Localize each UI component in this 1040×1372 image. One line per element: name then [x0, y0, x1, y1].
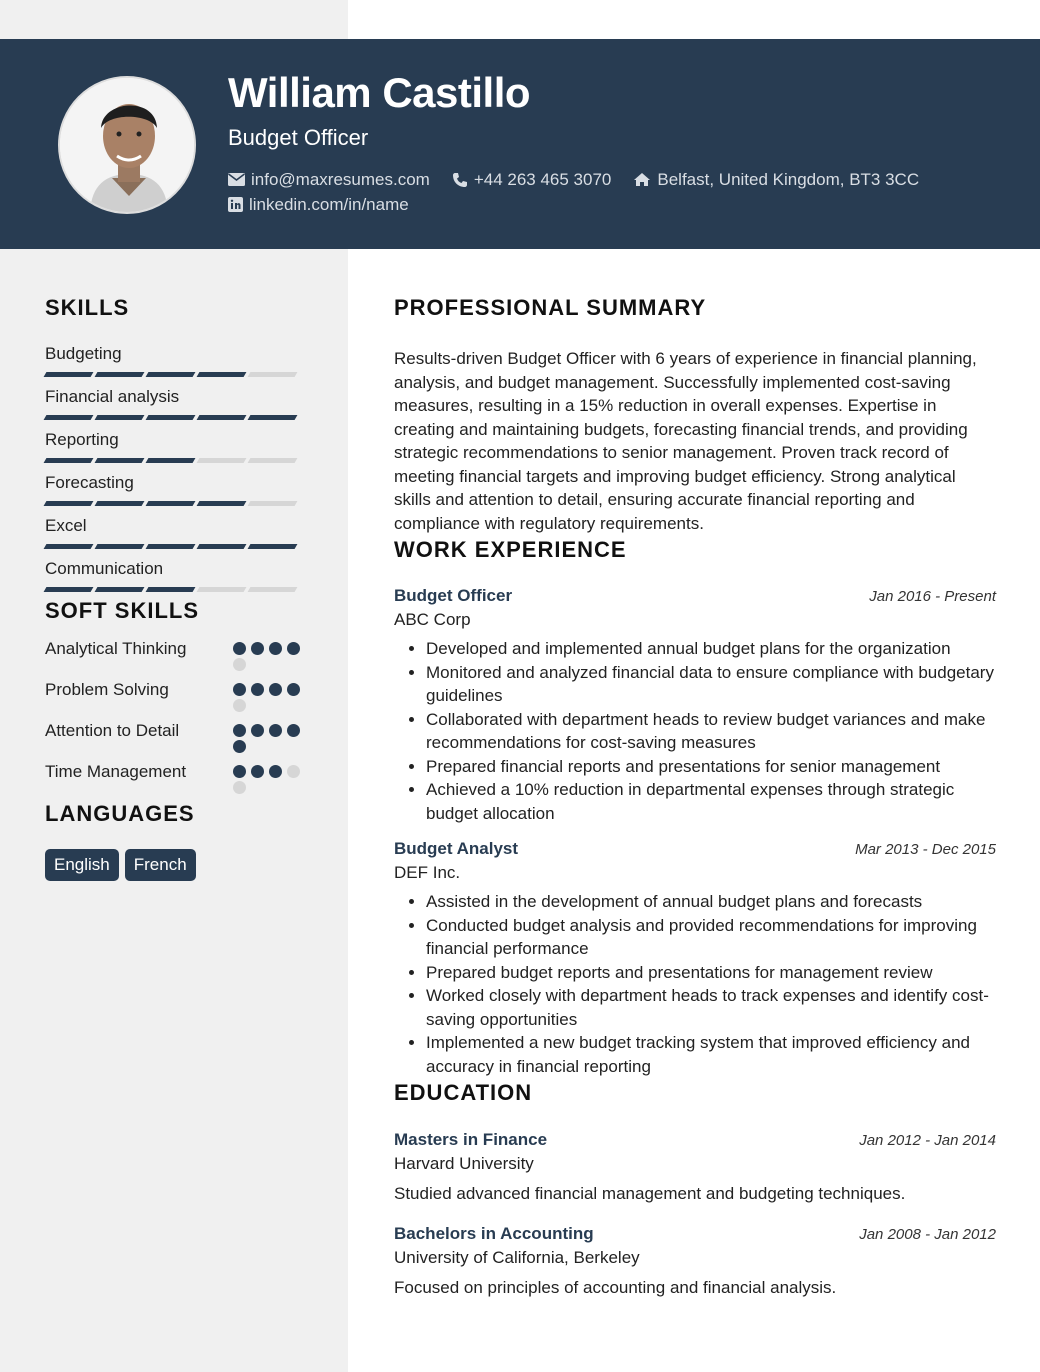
- experience-list: [394, 586, 996, 1078]
- skill-item: [45, 424, 305, 463]
- education-dates: Jan 2008 - Jan 2012: [859, 1226, 996, 1243]
- candidate-role: Budget Officer: [228, 125, 369, 150]
- envelope-icon: [228, 173, 245, 186]
- job-bullet: • Collaborated with department heads to review budget variances and make recommendations for cost-saving measures: [426, 708, 996, 755]
- skill-level-segment: [146, 544, 196, 549]
- candidate-name: William Castillo: [228, 69, 531, 116]
- skill-item: [45, 381, 305, 420]
- skill-level-bar: [45, 458, 305, 463]
- profile-photo: [58, 76, 196, 214]
- job-header: [394, 839, 996, 859]
- skill-level-bar: [45, 415, 305, 420]
- soft-skill-rating: [233, 760, 305, 794]
- skill-name: Budgeting: [45, 344, 122, 363]
- phone-icon: [452, 172, 468, 188]
- rating-dot: [233, 724, 246, 737]
- contact-linkedin[interactable]: [228, 195, 409, 215]
- summary-text: Results-driven Budget Officer with 6 years of experience in financial planning, analysis, and budget management. Successfully implemented cost-saving measures, resulting in a 15% reduction in overall expenses. Expertise in creating and maintaining budgets, forecasting financial trends, and providing strategic recommendations to senior management. Proven track record of meeting financial targets and improving budget efficiency. Strong analytical skills and attention to detail, ensuring accurate financial reporting and compliance with regulatory requirements.: [394, 349, 977, 533]
- soft-skill-item: [45, 760, 305, 794]
- skill-level-segment: [44, 372, 94, 377]
- soft-skill-name: Attention to Detail: [45, 721, 180, 740]
- skill-level-segment: [44, 415, 94, 420]
- education-title: EDUCATION: [394, 1080, 533, 1105]
- rating-dot: [251, 642, 264, 655]
- job-dates: Mar 2013 - Dec 2015: [855, 841, 996, 858]
- email-text: info@maxresumes.com: [251, 169, 430, 189]
- education-list: [394, 1130, 996, 1298]
- skill-level-segment: [197, 544, 247, 549]
- avatar-icon: [60, 78, 196, 214]
- job-bullet: • Achieved a 10% reduction in departmental expenses through strategic budget allocation: [426, 778, 996, 825]
- rating-dot: [233, 765, 246, 778]
- job-bullet: • Worked closely with department heads to track expenses and identify cost-saving opportunities: [426, 984, 996, 1031]
- languages-title: LANGUAGES: [45, 801, 195, 826]
- soft-skill-name: Analytical Thinking: [45, 639, 187, 658]
- education-entry: [394, 1224, 996, 1298]
- soft-skills-list: [45, 637, 305, 794]
- rating-dot: [251, 765, 264, 778]
- skill-name: Communication: [45, 559, 164, 578]
- skill-level-segment: [248, 587, 298, 592]
- rating-dot: [251, 724, 264, 737]
- job-title: Budget Analyst: [394, 839, 519, 858]
- job-bullet: • Prepared budget reports and presentations for management review: [426, 961, 996, 985]
- experience-title: WORK EXPERIENCE: [394, 537, 627, 562]
- skill-level-segment: [95, 415, 145, 420]
- job-header: [394, 586, 996, 606]
- address-text: Belfast, United Kingdom, BT3 3CC: [657, 169, 920, 189]
- job-bullets: [394, 637, 996, 825]
- job-bullet: • Developed and implemented annual budget plans for the organization: [426, 637, 996, 661]
- skill-level-segment: [146, 415, 196, 420]
- language-badge: French: [125, 849, 196, 881]
- skill-level-segment: [146, 458, 196, 463]
- education-school: Harvard University: [394, 1154, 534, 1173]
- soft-skill-rating: [233, 719, 305, 753]
- resume-header: [0, 39, 1040, 249]
- soft-skills-title: SOFT SKILLS: [45, 598, 199, 623]
- soft-skill-name: Problem Solving: [45, 680, 169, 699]
- rating-dot: [233, 740, 246, 753]
- language-badge: English: [45, 849, 119, 881]
- skill-level-segment: [197, 372, 247, 377]
- rating-dot: [233, 781, 246, 794]
- education-school: University of California, Berkeley: [394, 1248, 640, 1267]
- soft-skill-name: Time Management: [45, 762, 187, 781]
- contact-info: [228, 167, 941, 217]
- skill-item: [45, 338, 305, 377]
- skill-name: Reporting: [45, 430, 119, 449]
- skills-list: [45, 338, 305, 592]
- job-title: Budget Officer: [394, 586, 513, 605]
- skill-level-segment: [44, 587, 94, 592]
- rating-dot: [233, 683, 246, 696]
- skill-level-segment: [197, 415, 247, 420]
- rating-dot: [269, 724, 282, 737]
- rating-dot: [287, 724, 300, 737]
- skill-item: [45, 467, 305, 506]
- job-company: ABC Corp: [394, 610, 471, 629]
- skill-level-segment: [95, 587, 145, 592]
- soft-skill-rating: [233, 637, 305, 671]
- soft-skill-rating: [233, 678, 305, 712]
- skills-title: SKILLS: [45, 295, 130, 320]
- skill-level-segment: [197, 587, 247, 592]
- job-entry: [394, 586, 996, 825]
- soft-skill-item: [45, 637, 305, 671]
- skill-level-segment: [146, 587, 196, 592]
- languages-list: [45, 849, 305, 881]
- skill-item: [45, 510, 305, 549]
- skill-name: Excel: [45, 516, 87, 535]
- education-description: Studied advanced financial management and budgeting techniques.: [394, 1184, 906, 1203]
- skill-name: Financial analysis: [45, 387, 180, 406]
- job-dates: Jan 2016 - Present: [869, 588, 996, 605]
- job-bullets: [394, 890, 996, 1078]
- rating-dot: [287, 642, 300, 655]
- rating-dot: [233, 642, 246, 655]
- skill-level-segment: [95, 372, 145, 377]
- rating-dot: [269, 683, 282, 696]
- summary-title: PROFESSIONAL SUMMARY: [394, 295, 707, 320]
- contact-address: [633, 170, 919, 190]
- contact-email[interactable]: [228, 170, 430, 190]
- skill-level-segment: [95, 501, 145, 506]
- skill-level-segment: [95, 544, 145, 549]
- rating-dot: [233, 658, 246, 671]
- skill-level-segment: [197, 458, 247, 463]
- linkedin-icon: [228, 197, 243, 212]
- rating-dot: [269, 642, 282, 655]
- skill-level-segment: [248, 415, 298, 420]
- job-bullet: • Prepared financial reports and presentations for senior management: [426, 755, 996, 779]
- skill-level-segment: [44, 501, 94, 506]
- linkedin-text: linkedin.com/in/name: [249, 194, 409, 214]
- education-entry: [394, 1130, 996, 1204]
- job-bullet: • Implemented a new budget tracking system that improved efficiency and accuracy in financial reporting: [426, 1031, 996, 1078]
- skill-level-segment: [248, 372, 298, 377]
- rating-dot: [233, 699, 246, 712]
- skill-level-segment: [146, 372, 196, 377]
- skill-level-segment: [146, 501, 196, 506]
- skill-name: Forecasting: [45, 473, 134, 492]
- skill-level-segment: [44, 544, 94, 549]
- right-column: [394, 295, 996, 1298]
- education-header: [394, 1130, 996, 1150]
- phone-text: +44 263 465 3070: [473, 169, 612, 189]
- skill-level-bar: [45, 587, 305, 592]
- skill-level-bar: [45, 372, 305, 377]
- skill-level-segment: [197, 501, 247, 506]
- education-degree: Masters in Finance: [394, 1130, 548, 1149]
- skill-level-bar: [45, 501, 305, 506]
- rating-dot: [251, 683, 264, 696]
- skill-item: [45, 553, 305, 592]
- soft-skill-item: [45, 719, 305, 753]
- skill-level-bar: [45, 544, 305, 549]
- job-entry: [394, 839, 996, 1078]
- education-description: Focused on principles of accounting and financial analysis.: [394, 1278, 837, 1297]
- job-bullet: • Conducted budget analysis and provided recommendations for improving financial performance: [426, 914, 996, 961]
- skill-level-segment: [95, 458, 145, 463]
- skill-level-segment: [248, 544, 298, 549]
- skill-level-segment: [44, 458, 94, 463]
- job-company: DEF Inc.: [394, 863, 461, 882]
- rating-dot: [287, 683, 300, 696]
- skill-level-segment: [248, 501, 298, 506]
- contact-phone[interactable]: [452, 170, 612, 190]
- soft-skill-item: [45, 678, 305, 712]
- home-icon: [633, 172, 651, 187]
- job-bullet: • Monitored and analyzed financial data to ensure compliance with budgetary guidelines: [426, 661, 996, 708]
- education-header: [394, 1224, 996, 1244]
- skill-level-segment: [248, 458, 298, 463]
- left-column: [45, 295, 305, 881]
- rating-dot: [287, 765, 300, 778]
- job-bullet: • Assisted in the development of annual budget plans and forecasts: [426, 890, 996, 914]
- education-degree: Bachelors in Accounting: [394, 1224, 594, 1243]
- rating-dot: [269, 765, 282, 778]
- education-dates: Jan 2012 - Jan 2014: [859, 1132, 996, 1149]
